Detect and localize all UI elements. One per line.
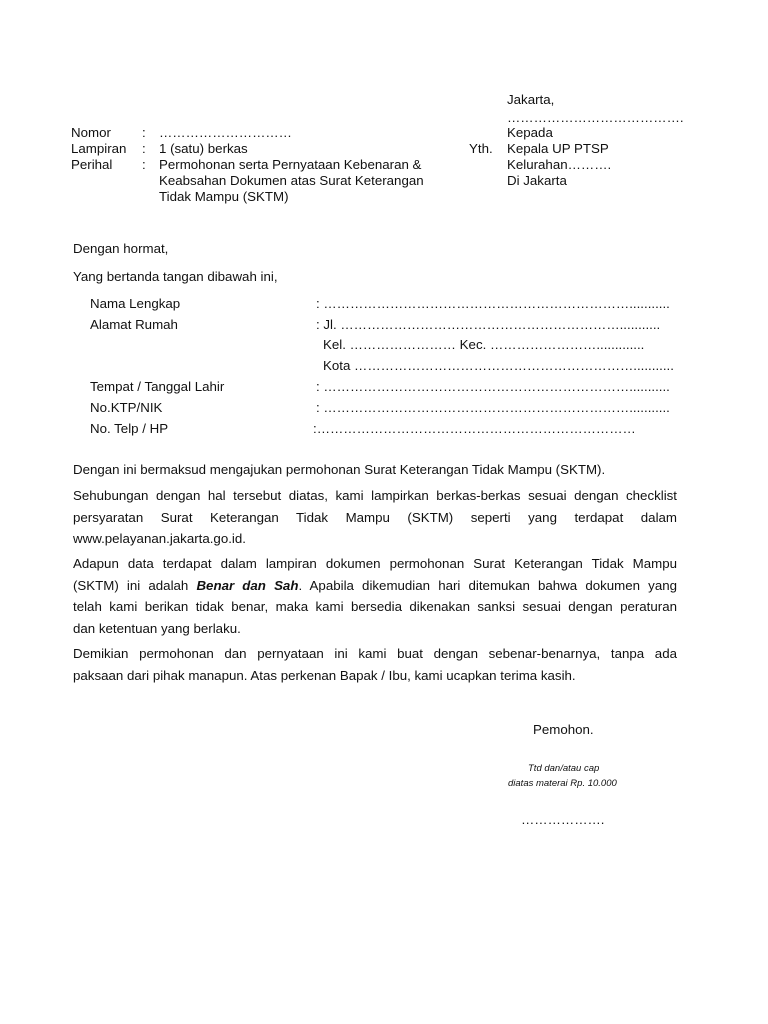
nomor-colon: : bbox=[142, 125, 146, 140]
ktp-label: No.KTP/NIK bbox=[90, 400, 163, 415]
paragraph-4-line-1: Demikian permohonan dan pernyataan ini kami buat dengan sebenar-benarnya, tanpa ada bbox=[73, 646, 677, 661]
paragraph-3-line-2-post: . Apabila dikemudian hari ditemukan bahwa dokumen yang bbox=[298, 577, 677, 593]
paragraph-2-line-1: Sehubungan dengan hal tersebut diatas, kami lampirkan berkas-berkas sesuai dengan checklist bbox=[73, 488, 677, 503]
kel-kec-value: Kel. …………………… Kec. ……………………............. bbox=[323, 337, 645, 352]
ttd-note-line-1: Ttd dan/atau cap bbox=[528, 763, 600, 774]
city-label: Jakarta, bbox=[507, 92, 555, 107]
nama-value: : ……………………………………………………………........... bbox=[316, 296, 670, 311]
paragraph-2-line-2: persyaratan Surat Keterangan Tidak Mampu (SKTM) seperti yang terdapat dalam bbox=[73, 509, 677, 525]
date-placeholder: …………………………………. bbox=[507, 110, 684, 125]
kepada-label: Kepada bbox=[507, 125, 553, 140]
nomor-label: Nomor bbox=[71, 125, 111, 140]
paragraph-4-line-2: paksaan dari pihak manapun. Atas perkenan Bapak / Ibu, kami ucapkan terima kasih. bbox=[73, 667, 576, 683]
perihal-line-3: Tidak Mampu (SKTM) bbox=[159, 189, 289, 204]
ktp-value: : ……………………………………………………………........... bbox=[316, 400, 670, 415]
paragraph-3-line-2-pre: (SKTM) ini adalah bbox=[73, 577, 197, 593]
nama-label: Nama Lengkap bbox=[90, 296, 181, 311]
perihal-colon: : bbox=[142, 157, 146, 172]
nomor-value: ………………………… bbox=[159, 125, 292, 140]
salutation: Dengan hormat, bbox=[73, 241, 169, 256]
paragraph-3 bbox=[73, 553, 677, 639]
paragraph-4 bbox=[73, 643, 677, 686]
lampiran-colon: : bbox=[142, 141, 146, 156]
paragraph-3-line-2 bbox=[73, 575, 677, 597]
paragraph-3-line-3: telah kami berikan tidak benar, maka kami bersedia dikenakan sanksi sesuai dengan peraturan bbox=[73, 599, 677, 614]
perihal-line-1: Permohonan serta Pernyataan Kebenaran & bbox=[159, 157, 422, 172]
alamat-value: : Jl. ………………………………………………………........... bbox=[316, 317, 661, 332]
paragraph-2 bbox=[73, 485, 677, 550]
kota-value: Kota ………………………………………………………........... bbox=[323, 358, 674, 373]
ttd-note-line-2: diatas materai Rp. 10.000 bbox=[508, 778, 617, 789]
recipient-city: Di Jakarta bbox=[507, 173, 567, 188]
perihal-label: Perihal bbox=[71, 157, 113, 172]
signature-name-placeholder: ………………. bbox=[521, 812, 605, 827]
paragraph-1: Dengan ini bermaksud mengajukan permohonan Surat Keterangan Tidak Mampu (SKTM). bbox=[73, 462, 606, 477]
paragraph-3-line-4: dan ketentuan yang berlaku. bbox=[73, 620, 241, 636]
lampiran-label: Lampiran bbox=[71, 141, 127, 156]
alamat-label: Alamat Rumah bbox=[90, 317, 178, 332]
intro-line: Yang bertanda tangan dibawah ini, bbox=[73, 269, 278, 284]
telp-label: No. Telp / HP bbox=[90, 421, 169, 436]
ttl-value: : ……………………………………………………………........... bbox=[316, 379, 670, 394]
yth-label: Yth. bbox=[469, 141, 493, 156]
perihal-line-2: Keabsahan Dokumen atas Surat Keterangan bbox=[159, 173, 424, 188]
benar-dan-sah-emphasis: Benar dan Sah bbox=[196, 577, 299, 593]
lampiran-value: 1 (satu) berkas bbox=[159, 141, 248, 156]
paragraph-2-line-3: www.pelayanan.jakarta.go.id. bbox=[73, 531, 246, 546]
ttl-label: Tempat / Tanggal Lahir bbox=[90, 379, 225, 394]
pemohon-label: Pemohon. bbox=[533, 722, 594, 737]
telp-value: :……………………………………………………………… bbox=[313, 421, 636, 436]
recipient-kelurahan: Kelurahan………. bbox=[507, 157, 612, 172]
recipient-title: Kepala UP PTSP bbox=[507, 141, 609, 156]
paragraph-3-line-1: Adapun data terdapat dalam lampiran dokumen permohonan Surat Keterangan Tidak Mampu bbox=[73, 556, 677, 571]
